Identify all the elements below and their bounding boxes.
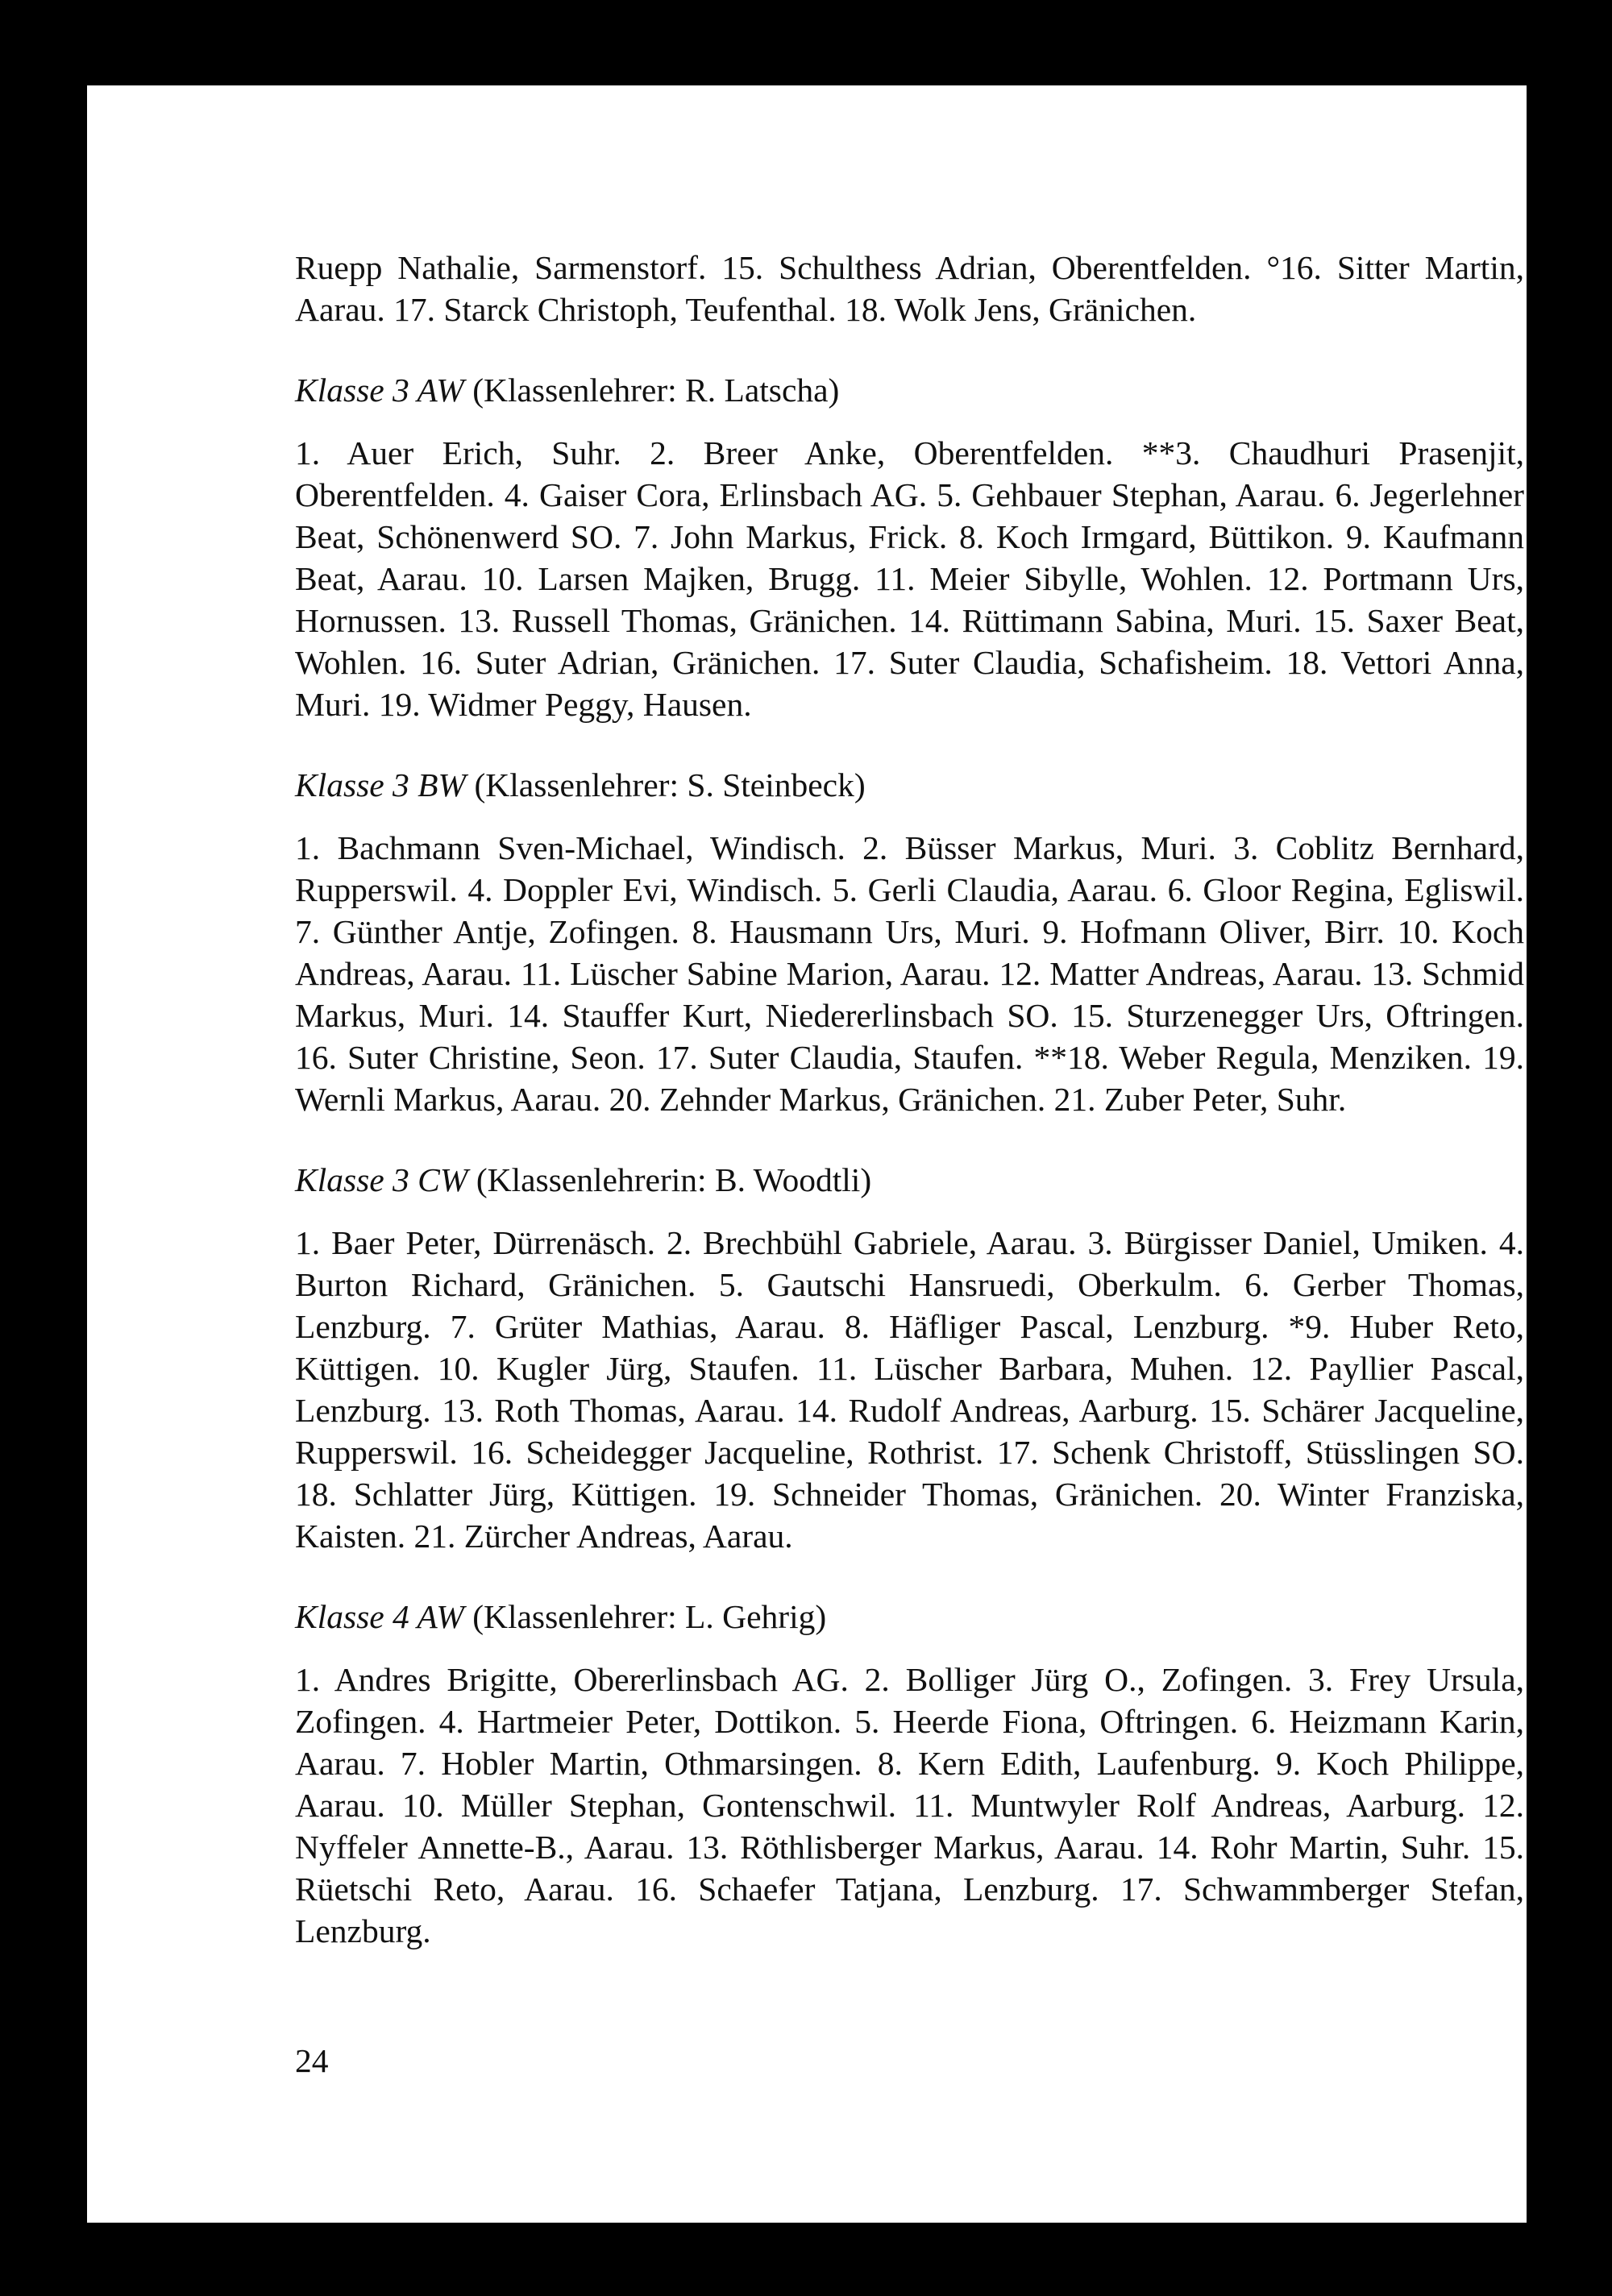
section-heading-4aw — [295, 1596, 1524, 1638]
section-list-4aw: 1. Andres Brigitte, Obererlinsbach AG. 2. Bolliger Jürg O., Zofingen. 3. Frey Ursula, Zofingen. 4. Hartmeier Peter, Dottikon. 5. Heerde Fiona, Oftringen. 6. Heizmann Karin, Aarau. 7. Hobler Martin, Othmarsingen. 8. Kern Edith, Laufenburg. 9. Koch Philippe, Aarau. 10. Müller Stephan, Gontenschwil. 11. Muntwyler Rolf Andreas, Aarburg. 12. Nyffeler Annette-B., Aarau. 13. Röthlisberger Markus, Aarau. 14. Rohr Martin, Suhr. 15. Rüetschi Reto, Aarau. 16. Schaefer Tatjana, Lenzburg. 17. Schwammberger Stefan, Lenzburg. — [295, 1661, 1524, 1949]
page-content — [295, 247, 1524, 1952]
section-teacher: (Klassenlehrer: L. Gehrig) — [472, 1598, 827, 1635]
section-label: Klasse 3 AW — [295, 372, 464, 409]
document-page — [87, 85, 1527, 2223]
section-teacher: (Klassenlehrer: S. Steinbeck) — [474, 766, 866, 803]
section-list-3bw: 1. Bachmann Sven-Michael, Windisch. 2. Büsser Markus, Muri. 3. Coblitz Bernhard, Rupperswil. 4. Doppler Evi, Windisch. 5. Gerli Claudia, Aarau. 6. Gloor Regina, Egliswil. 7. Günther Antje, Zofingen. 8. Hausmann Urs, Muri. 9. Hofmann Oliver, Birr. 10. Koch Andreas, Aarau. 11. Lüscher Sabine Marion, Aarau. 12. Matter Andreas, Aarau. 13. Schmid Markus, Muri. 14. Stauffer Kurt, Niedererlinsbach SO. 15. Sturzenegger Urs, Oftringen. 16. Suter Christine, Seon. 17. Suter Claudia, Staufen. **18. Weber Regula, Menziken. 19. Wernli Markus, Aarau. 20. Zehnder Markus, Gränichen. 21. Zuber Peter, Suhr. — [295, 829, 1524, 1118]
section-label: Klasse 3 CW — [295, 1161, 468, 1198]
section-heading-3cw — [295, 1159, 1524, 1201]
section-list-3aw: 1. Auer Erich, Suhr. 2. Breer Anke, Oberentfelden. **3. Chaudhuri Prasenjit, Oberentfelden. 4. Gaiser Cora, Erlinsbach AG. 5. Gehbauer Stephan, Aarau. 6. Jegerlehner Beat, Schönenwerd SO. 7. John Markus, Frick. 8. Koch Irmgard, Büttikon. 9. Kaufmann Beat, Aarau. 10. Larsen Majken, Brugg. 11. Meier Sibylle, Wohlen. 12. Portmann Urs, Hornussen. 13. Russell Thomas, Gränichen. 14. Rüttimann Sabina, Muri. 15. Saxer Beat, Wohlen. 16. Suter Adrian, Gränichen. 17. Suter Claudia, Schafisheim. 18. Vettori Anna, Muri. 19. Widmer Peggy, Hausen. — [295, 434, 1524, 723]
section-label: Klasse 4 AW — [295, 1598, 464, 1635]
section-label: Klasse 3 BW — [295, 766, 467, 803]
section-heading-3aw — [295, 369, 1524, 411]
section-teacher: (Klassenlehrer: R. Latscha) — [472, 372, 840, 409]
page-number: 24 — [295, 2042, 329, 2079]
section-teacher: (Klassenlehrerin: B. Woodtli) — [476, 1161, 872, 1198]
section-heading-3bw — [295, 764, 1524, 806]
section-list-3cw: 1. Baer Peter, Dürrenäsch. 2. Brechbühl Gabriele, Aarau. 3. Bürgisser Daniel, Umiken. 4. Burton Richard, Gränichen. 5. Gautschi Hansruedi, Oberkulm. 6. Gerber Thomas, Lenzburg. 7. Grüter Mathias, Aarau. 8. Häfliger Pascal, Lenzburg. *9. Huber Reto, Küttigen. 10. Kugler Jürg, Staufen. 11. Lüscher Barbara, Muhen. 12. Payllier Pascal, Lenzburg. 13. Roth Thomas, Aarau. 14. Rudolf Andreas, Aarburg. 15. Schärer Jacqueline, Rupperswil. 16. Scheidegger Jacqueline, Rothrist. 17. Schenk Christoff, Stüsslingen SO. 18. Schlatter Jürg, Küttigen. 19. Schneider Thomas, Gränichen. 20. Winter Franziska, Kaisten. 21. Zürcher Andreas, Aarau. — [295, 1224, 1524, 1555]
intro-paragraph: Ruepp Nathalie, Sarmenstorf. 15. Schulthess Adrian, Oberentfelden. °16. Sitter Martin, Aarau. 17. Starck Christoph, Teufenthal. 18. Wolk Jens, Gränichen. — [295, 249, 1524, 328]
